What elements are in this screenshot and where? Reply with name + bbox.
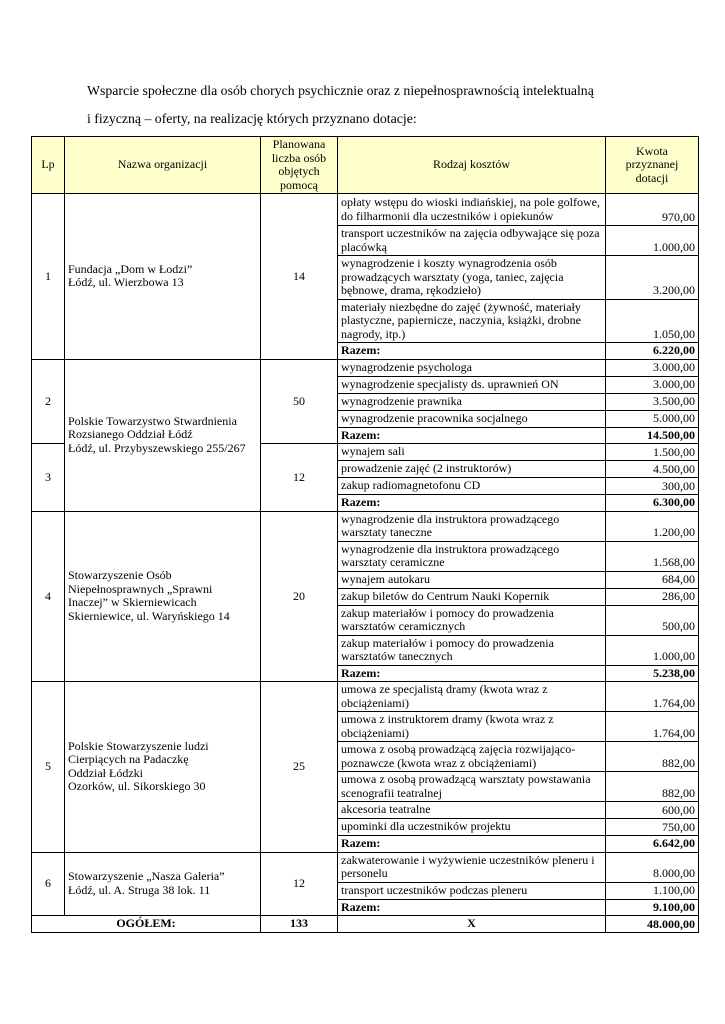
total-label: OGÓŁEM: xyxy=(32,916,261,933)
cost-label: opłaty wstępu do wioski indiańskiej, na pole golfowe, do filharmonii dla uczestników i opiekunów xyxy=(338,194,606,226)
cost-label: zakwaterowanie i wyżywienie uczestników pleneru i personelu xyxy=(338,852,606,882)
cost-amount: 8.000,00 xyxy=(606,852,699,882)
cost-amount: 882,00 xyxy=(606,742,699,772)
org-6-line2: Łódź, ul. A. Struga 38 lok. 11 xyxy=(68,882,211,897)
planned-1: 14 xyxy=(261,194,338,360)
org-6 xyxy=(65,852,261,916)
subtotal-amount: 14.500,00 xyxy=(606,427,699,444)
cost-amount: 970,00 xyxy=(606,194,699,226)
header-planned: Planowana liczba osób objętych pomocą xyxy=(261,137,338,194)
cost-amount: 5.000,00 xyxy=(606,410,699,427)
cost-label: wynajem sali xyxy=(338,444,606,461)
cost-amount: 1.568,00 xyxy=(606,541,699,571)
cost-amount: 3.500,00 xyxy=(606,393,699,410)
org-4-line2: Niepełnosprawnych „Sprawni xyxy=(68,581,213,596)
subtotal-amount: 6.220,00 xyxy=(606,343,699,360)
lp-2: 2 xyxy=(32,359,65,444)
cost-label: zakup materiałów i pomocy do prowadzenia warsztatów tanecznych xyxy=(338,635,606,665)
cost-amount: 1.050,00 xyxy=(606,299,699,343)
cost-amount: 600,00 xyxy=(606,802,699,819)
subtotal-label: Razem: xyxy=(338,343,606,360)
org-2-line2: Rozsianego Oddział Łódź xyxy=(68,427,193,442)
lp-1: 1 xyxy=(32,194,65,360)
cost-amount: 3.000,00 xyxy=(606,376,699,393)
org-4 xyxy=(65,511,261,682)
cost-label: prowadzenie zajęć (2 instruktorów) xyxy=(338,461,606,478)
lp-3: 3 xyxy=(32,444,65,512)
cost-label: wynagrodzenie dla instruktora prowadzącego warsztaty ceramiczne xyxy=(338,541,606,571)
table-header xyxy=(32,137,699,194)
org-1-line2: Łódź, ul. Wierzbowa 13 xyxy=(68,275,184,290)
subtotal-amount: 9.100,00 xyxy=(606,899,699,916)
subtotal-amount: 6.642,00 xyxy=(606,836,699,853)
org-6-line1: Stowarzyszenie „Nasza Galeria” xyxy=(68,869,225,884)
planned-3: 12 xyxy=(261,444,338,512)
cost-label: zakup biletów do Centrum Nauki Kopernik xyxy=(338,588,606,605)
org-4-line3: Inaczej” w Skierniewicach xyxy=(68,595,197,610)
table-row xyxy=(32,511,699,541)
org-4-line1: Stowarzyszenie Osób xyxy=(68,568,172,583)
cost-label: transport uczestników podczas pleneru xyxy=(338,882,606,899)
org-1 xyxy=(65,194,261,360)
org-5-line3: Oddział Łódzki xyxy=(68,765,143,780)
org-5-line1: Polskie Stowarzyszenie ludzi xyxy=(68,738,209,753)
subtotal-label: Razem: xyxy=(338,899,606,916)
header-amount: Kwota przyznanej dotacji xyxy=(606,137,699,194)
cost-label: wynagrodzenie dla instruktora prowadzącego warsztaty taneczne xyxy=(338,511,606,541)
org-5-line2: Cierpiących na Padaczkę xyxy=(68,752,189,767)
table-row xyxy=(32,359,699,376)
cost-label: wynajem autokaru xyxy=(338,571,606,588)
subtotal-label: Razem: xyxy=(338,495,606,512)
cost-amount: 1.100,00 xyxy=(606,882,699,899)
cost-label: umowa ze specjalistą dramy (kwota wraz z obciążeniami) xyxy=(338,682,606,712)
cost-amount: 3.200,00 xyxy=(606,256,699,300)
cost-label: akcesoria teatralne xyxy=(338,802,606,819)
total-cost-type: X xyxy=(338,916,606,933)
cost-amount: 1.500,00 xyxy=(606,444,699,461)
planned-2: 50 xyxy=(261,359,338,444)
cost-label: wynagrodzenie i koszty wynagrodzenia osób prowadzących warsztaty (yoga, taniec, zajęcia bębnowe, drama, rękodzieło) xyxy=(338,256,606,300)
total-row xyxy=(32,916,699,933)
cost-amount: 3.000,00 xyxy=(606,359,699,376)
cost-label: zakup radiomagnetofonu CD xyxy=(338,478,606,495)
cost-label: wynagrodzenie prawnika xyxy=(338,393,606,410)
header-lp: Lp xyxy=(32,137,65,194)
total-planned: 133 xyxy=(261,916,338,933)
subtotal-label: Razem: xyxy=(338,665,606,682)
org-1-line1: Fundacja „Dom w Łodzi” xyxy=(68,261,193,276)
table-row xyxy=(32,852,699,882)
cost-label: wynagrodzenie psychologa xyxy=(338,359,606,376)
planned-6: 12 xyxy=(261,852,338,916)
subtotal-amount: 6.300,00 xyxy=(606,495,699,512)
org-2-line1: Polskie Towarzystwo Stwardnienia xyxy=(68,413,237,428)
cost-amount: 1.764,00 xyxy=(606,712,699,742)
total-amount: 48.000,00 xyxy=(606,916,699,933)
header-org: Nazwa organizacji xyxy=(65,137,261,194)
cost-amount: 4.500,00 xyxy=(606,461,699,478)
cost-label: zakup materiałów i pomocy do prowadzenia warsztatów ceramicznych xyxy=(338,605,606,635)
cost-label: materiały niezbędne do zajęć (żywność, materiały plastyczne, papiernicze, naczynia, książki, drobne nagrody, itp.) xyxy=(338,299,606,343)
org-5-line4: Ozorków, ul. Sikorskiego 30 xyxy=(68,779,206,794)
cost-label: wynagrodzenie specjalisty ds. uprawnień ON xyxy=(338,376,606,393)
org-5 xyxy=(65,682,261,853)
cost-amount: 286,00 xyxy=(606,588,699,605)
subtotal-amount: 5.238,00 xyxy=(606,665,699,682)
subtotal-label: Razem: xyxy=(338,836,606,853)
cost-amount: 684,00 xyxy=(606,571,699,588)
header-cost-type: Rodzaj kosztów xyxy=(338,137,606,194)
lp-4: 4 xyxy=(32,511,65,682)
intro-line-1: Wsparcie społeczne dla osób chorych psychicznie oraz z niepełnosprawnością intelektualną xyxy=(87,83,594,98)
table-row xyxy=(32,682,699,712)
planned-5: 25 xyxy=(261,682,338,853)
cost-amount: 500,00 xyxy=(606,605,699,635)
cost-amount: 1.200,00 xyxy=(606,511,699,541)
planned-4: 20 xyxy=(261,511,338,682)
cost-label: transport uczestników na zajęcia odbywające się poza placówką xyxy=(338,226,606,256)
grants-table xyxy=(31,136,699,933)
cost-label: wynagrodzenie pracownika socjalnego xyxy=(338,410,606,427)
cost-amount: 882,00 xyxy=(606,772,699,802)
cost-amount: 750,00 xyxy=(606,819,699,836)
cost-label: upominki dla uczestników projektu xyxy=(338,819,606,836)
cost-amount: 1.000,00 xyxy=(606,635,699,665)
cost-label: umowa z osobą prowadzącą warsztaty powstawania scenografii teatralnej xyxy=(338,772,606,802)
lp-5: 5 xyxy=(32,682,65,853)
cost-amount: 1.000,00 xyxy=(606,226,699,256)
lp-6: 6 xyxy=(32,852,65,916)
cost-amount: 1.764,00 xyxy=(606,682,699,712)
table-row xyxy=(32,194,699,226)
subtotal-label: Razem: xyxy=(338,427,606,444)
cost-amount: 300,00 xyxy=(606,478,699,495)
org-4-line4: Skierniewice, ul. Waryńskiego 14 xyxy=(68,608,230,623)
cost-label: umowa z osobą prowadzącą zajęcia rozwijająco-poznawcze (kwota wraz z obciążeniami) xyxy=(338,742,606,772)
intro-line-2: i fizyczną – oferty, na realizację których przyznano dotacje: xyxy=(87,111,417,126)
org-2-line3: Łódź, ul. Przybyszewskiego 255/267 xyxy=(68,440,246,455)
cost-label: umowa z instruktorem dramy (kwota wraz z obciążeniami) xyxy=(338,712,606,742)
org-2-3 xyxy=(65,359,261,511)
